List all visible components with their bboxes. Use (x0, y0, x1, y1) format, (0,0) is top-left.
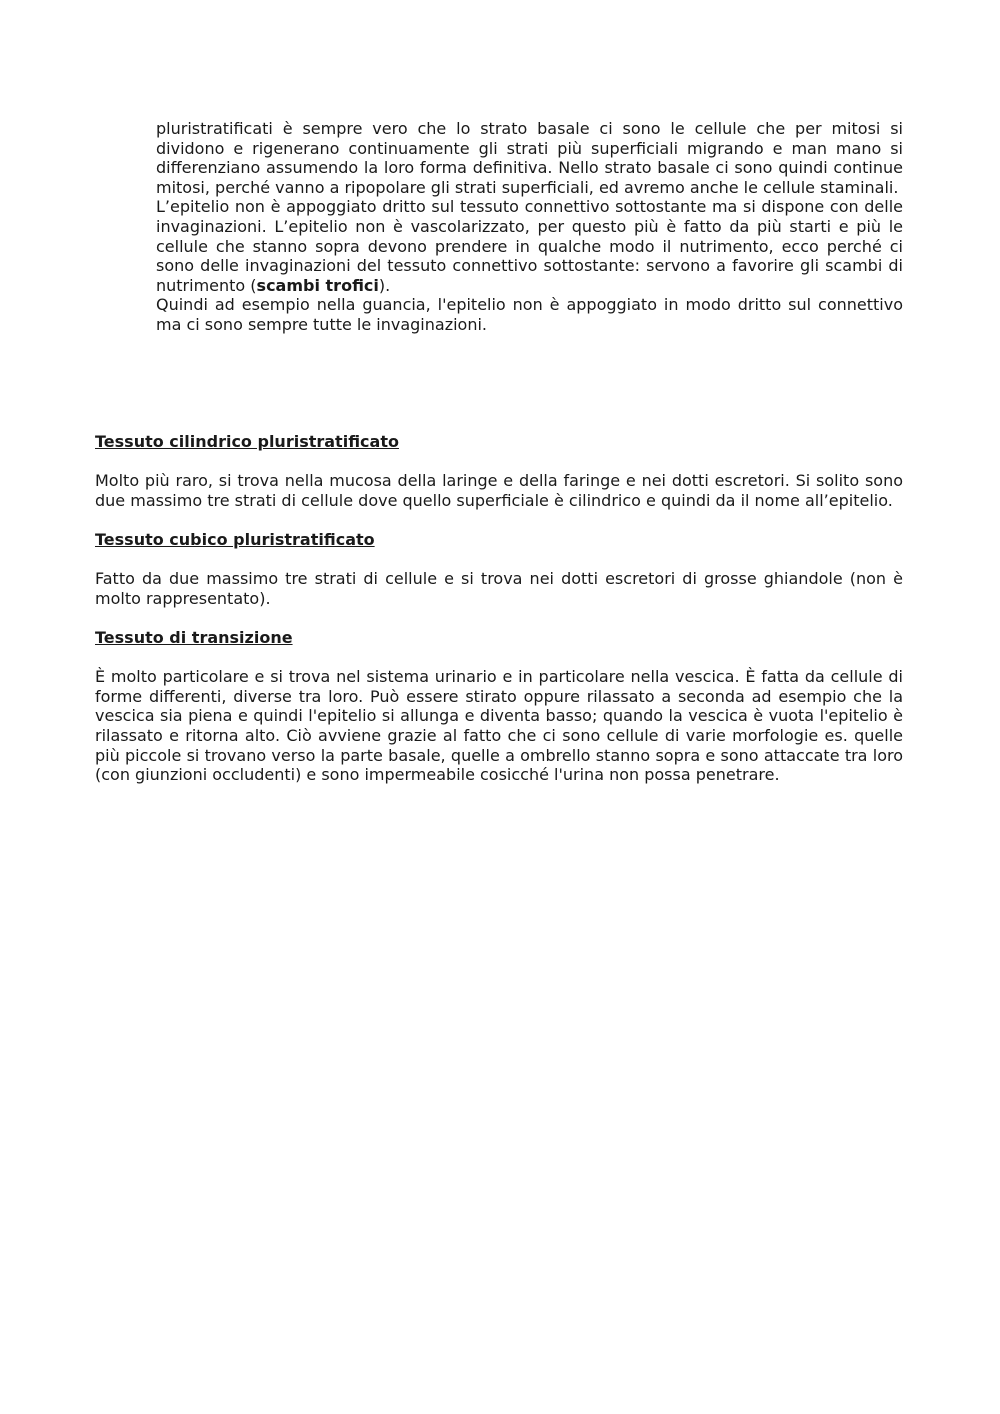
intro-paragraph-1: pluristratificati è sempre vero che lo strato basale ci sono le cellule che per mitosi si dividono e rigenerano continuamente gli strati più superficiali migrando e man mano si differenziano assumendo la loro forma definitiva. Nello strato basale ci sono quindi continue mitosi, perché vanno a ripopolare gli strati superficiali, ed avremo anche le cellule staminali. (156, 119, 903, 197)
section-heading-transizione: Tessuto di transizione (95, 627, 293, 647)
intro-paragraph-2 (156, 197, 903, 295)
section-body-transizione: È molto particolare e si trova nel sistema urinario e in particolare nella vescica. È fatta da cellule di forme differenti, diverse tra loro. Può essere stirato oppure rilassato a seconda ad esempio che la vescica sia piena e quindi l'epitelio si allunga e diventa basso; quando la vescica è vuota l'epitelio è rilassato e ritorna alto. Ciò avviene grazie al fatto che ci sono cellule di varie morfologie es. quelle più piccole si trovano verso la parte basale, quelle a ombrello stanno sopra e sono attaccate tra loro (con giunzioni occludenti) e sono impermeabile cosicché l'urina non possa penetrare. (95, 667, 903, 785)
sections-block (95, 432, 903, 785)
section-heading-cilindrico: Tessuto cilindrico pluristratificato (95, 432, 399, 451)
section-heading-cubico: Tessuto cubico pluristratificato (95, 529, 375, 549)
section-body-cilindrico: Molto più raro, si trova nella mucosa della laringe e della faringe e nei dotti escretori. Si solito sono due massimo tre strati di cellule dove quello superficiale è cilindrico e quindi da il nome all’epitelio. (95, 471, 903, 510)
intro-paragraph-3: Quindi ad esempio nella guancia, l'epitelio non è appoggiato in modo dritto sul connettivo ma ci sono sempre tutte le invaginazioni. (156, 295, 903, 334)
intro-block (156, 119, 903, 335)
section-body-cubico: Fatto da due massimo tre strati di cellule e si trova nei dotti escretori di grosse ghiandole (non è molto rappresentato). (95, 569, 903, 608)
scambi-trofici-term: scambi trofici (256, 275, 379, 295)
intro-paragraph-2-end: ). (378, 275, 391, 295)
intro-paragraph-2-text: L’epitelio non è appoggiato dritto sul tessuto connettivo sottostante ma si dispone con delle invaginazioni. L’epitelio non è vascolarizzato, per questo più è fatto da più starti e più le cellule che stanno sopra devono prendere in qualche modo il nutrimento, ecco perché ci sono delle invaginazioni del tessuto connettivo sottostante: servono a favorire gli scambi di nutrimento ( (156, 197, 903, 295)
